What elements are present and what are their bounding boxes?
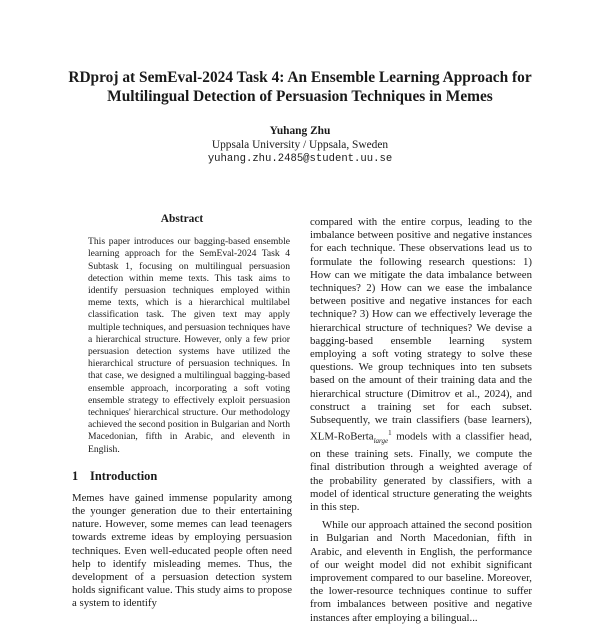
title-line-1: RDproj at SemEval-2024 Task 4: An Ensemble Learning Approach for [68, 69, 532, 86]
introduction-text: Memes have gained immense popularity among the younger generation due to their entertaining nature. However, some memes can lead teenagers towards extreme ideas by employing persuasion techniques. Even well-educated people often need help to identify misleading memes. Thus, the development of a persuasion detection system holds significant value. This study aims to propose a system to identify [72, 491, 292, 610]
paragraph-1-text: compared with the entire corpus, leading to the imbalance between positive and negative instances for each technique. These observations lead us to formulate the following research questions: 1) How can we mitigate the data imbalance between techniques? 2) How can we ease the imbalance between positive and negative instances for each technique? 3) How can we effectively leverage the hierarchical structure of techniques? We devise a bagging-based ensemble learning system employing a soft voting strategy to solve these questions. We group techniques into ten subsets based on the amount of their training data and the hierarchical structure (Dimitrov et al., 2024), and construct a training set for each subset. Subsequently, we train classifiers (base learners), XLM-RoBerta [310, 216, 532, 443]
footnote-marker[interactable]: 1 [388, 429, 392, 438]
paragraph-1-text-cont: models with a classifier head, on these training sets. Finally, we compute the final distribution through a weighted average of the probability generated by classifiers, with a model of identical structure generating the weights in this step. [310, 430, 532, 514]
author-email: yuhang.zhu.2485@student.uu.se [207, 153, 393, 165]
paper-title [40, 68, 560, 106]
right-paragraph-1 [310, 216, 532, 514]
section-title: Introduction [90, 468, 158, 483]
model-subscript: large [373, 437, 389, 445]
left-column [72, 213, 292, 611]
abstract-text: This paper introduces our bagging-based ensemble learning approach for the SemEval-2024 Task 4 Subtask 1, focusing on multilingual persuasion detection within meme texts. This task aims to identify persuasion techniques employed within meme texts, which is a hierarchical multilabel classification task. The given text may apply multiple techniques, and persuasion techniques have a hierarchical structure. However, only a few prior persuasion detection systems have utilized the hierarchical structure of persuasion techniques. In that case, we designed a multilingual bagging-based ensemble approach, incorporating a soft voting ensemble strategy to effectively exploit persuasion techniques' hierarchical structure. Our methodology achieved the second position in Bulgarian and North Macedonian, fifth in Arabic, and eleventh in English. [88, 236, 290, 455]
title-line-2: Multilingual Detection of Persuasion Techniques in Memes [107, 88, 493, 105]
section-number: 1 [72, 468, 79, 483]
author-affiliation: Uppsala University / Uppsala, Sweden [211, 139, 389, 151]
abstract-heading: Abstract [160, 213, 204, 225]
author-block [40, 124, 560, 166]
right-column [310, 216, 532, 625]
right-paragraph-2: While our approach attained the second position in Bulgarian and North Macedonian, fifth in Arabic, and eleventh in English, the performance of our weight model did not exhibit significant improvement compared to our baseline. Moreover, the lower-resource techniques continue to suffer from imbalances between positive and negative instances after employing a bilingual... [310, 519, 532, 624]
section-heading-introduction [72, 470, 292, 483]
author-name: Yuhang Zhu [269, 125, 331, 137]
